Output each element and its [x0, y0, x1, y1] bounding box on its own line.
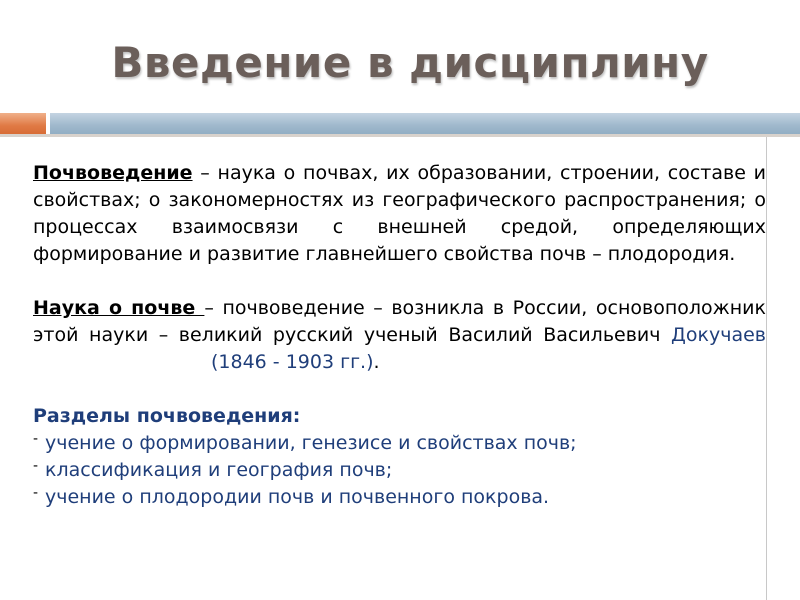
dash-bullet-icon: -	[33, 485, 39, 501]
divider-line	[0, 134, 800, 137]
term-nauka-o-pochve: Наука о почве	[33, 297, 205, 319]
sentence-end: .	[373, 351, 380, 373]
list-item	[33, 457, 766, 484]
slide-title: Введение в дисциплину	[111, 38, 709, 87]
right-edge-line	[766, 137, 767, 600]
list-item-text: классификация и география почв;	[45, 459, 393, 481]
history-text: – почвоведение – возникла в России, основоположник этой науки – великий русский ученый Василий Васильевич	[33, 297, 766, 346]
history-paragraph	[33, 295, 766, 376]
accent-bar-orange	[0, 113, 46, 134]
list-item	[33, 430, 766, 457]
list-item-text: учение о формировании, генезисе и свойствах почв;	[45, 432, 577, 454]
list-item-text: учение о плодородии почв и почвенного покрова.	[45, 486, 550, 508]
dash-bullet-icon: -	[33, 458, 39, 474]
list-item	[33, 484, 766, 511]
accent-bar-blue	[50, 113, 800, 134]
name-dokuchaev: Докучаев	[671, 324, 766, 346]
definition-paragraph	[33, 160, 766, 268]
dash-bullet-icon: -	[33, 431, 39, 447]
slide-body	[33, 160, 766, 511]
term-pochvovedenie: Почвоведение	[33, 162, 193, 184]
definition-text: – наука о почвах, их образовании, строении, составе и свойствах; о закономерностях из географического распространения; о процессах взаимосвязи с внешней средой, определяющих формирование и развитие главнейшего свойства почв – плодородия.	[33, 162, 766, 265]
years: (1846 - 1903 гг.)	[211, 351, 374, 373]
sections-list	[33, 430, 766, 511]
sections-heading: Разделы почвоведения:	[33, 405, 301, 427]
